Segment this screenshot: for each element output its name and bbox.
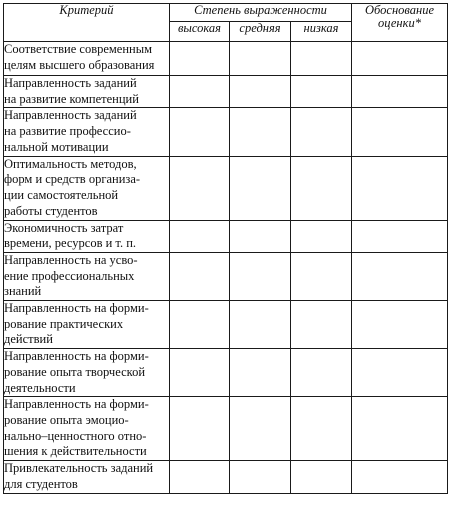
criterion-line: рование практических bbox=[4, 316, 124, 331]
degree-low-cell bbox=[291, 108, 352, 156]
degree-high-cell bbox=[170, 220, 230, 252]
criterion-line: рование опыта эмоцио- bbox=[4, 412, 129, 427]
table-row bbox=[4, 42, 448, 76]
degree-high-cell bbox=[170, 42, 230, 76]
justification-header-line: Обоснование bbox=[365, 3, 435, 17]
degree-medium-cell bbox=[230, 42, 291, 76]
degree-low-cell bbox=[291, 301, 352, 349]
criterion-line: Экономичность затрат bbox=[4, 220, 124, 235]
degree-medium-cell bbox=[230, 76, 291, 108]
criterion-line: деятельности bbox=[4, 380, 76, 395]
degree-high-cell bbox=[170, 461, 230, 494]
degree-low-header: низкая bbox=[291, 22, 352, 42]
degree-medium-cell bbox=[230, 397, 291, 461]
table-row bbox=[4, 461, 448, 494]
degree-high-cell bbox=[170, 301, 230, 349]
criterion-cell bbox=[4, 252, 170, 300]
table-row bbox=[4, 397, 448, 461]
header-row bbox=[4, 4, 448, 22]
criterion-line: работы студентов bbox=[4, 203, 98, 218]
criterion-line: на развитие компетенций bbox=[4, 91, 139, 106]
degree-medium-cell bbox=[230, 252, 291, 300]
degree-low-cell bbox=[291, 397, 352, 461]
degree-low-cell bbox=[291, 156, 352, 220]
criterion-header: Критерий bbox=[4, 4, 170, 42]
degree-medium-cell bbox=[230, 108, 291, 156]
criteria-table bbox=[3, 3, 448, 494]
degree-medium-cell bbox=[230, 301, 291, 349]
criterion-line: Соответствие современным bbox=[4, 42, 153, 56]
criterion-line: на развитие профессио- bbox=[4, 124, 131, 139]
criterion-line: Направленность заданий bbox=[4, 108, 137, 123]
degree-group-header: Степень выраженности bbox=[170, 4, 352, 22]
criterion-cell bbox=[4, 397, 170, 461]
degree-low-cell bbox=[291, 42, 352, 76]
criterion-line: для студентов bbox=[4, 476, 78, 491]
criterion-cell bbox=[4, 349, 170, 397]
criterion-line: форм и средств организа- bbox=[4, 172, 141, 187]
criterion-line: ции самостоятельной bbox=[4, 187, 119, 202]
degree-high-cell bbox=[170, 156, 230, 220]
criterion-cell bbox=[4, 301, 170, 349]
degree-low-cell bbox=[291, 76, 352, 108]
justification-cell bbox=[352, 156, 448, 220]
justification-cell bbox=[352, 397, 448, 461]
criterion-line: Направленность заданий bbox=[4, 76, 137, 90]
degree-high-cell bbox=[170, 252, 230, 300]
criterion-line: знаний bbox=[4, 284, 42, 299]
justification-cell bbox=[352, 42, 448, 76]
justification-cell bbox=[352, 349, 448, 397]
criterion-line: Направленность на форми- bbox=[4, 397, 149, 412]
criterion-line: Направленность на форми- bbox=[4, 349, 149, 364]
criterion-cell bbox=[4, 108, 170, 156]
justification-header bbox=[352, 4, 448, 42]
table-row bbox=[4, 301, 448, 349]
criterion-line: Оптимальность методов, bbox=[4, 156, 137, 171]
criterion-cell bbox=[4, 42, 170, 76]
degree-low-cell bbox=[291, 252, 352, 300]
degree-high-cell bbox=[170, 397, 230, 461]
table-row bbox=[4, 349, 448, 397]
justification-cell bbox=[352, 108, 448, 156]
table-row bbox=[4, 252, 448, 300]
degree-medium-header: средняя bbox=[230, 22, 291, 42]
criterion-line: шения к действительности bbox=[4, 444, 147, 459]
degree-medium-cell bbox=[230, 349, 291, 397]
criterion-cell bbox=[4, 156, 170, 220]
degree-low-cell bbox=[291, 461, 352, 494]
criterion-cell bbox=[4, 461, 170, 494]
degree-medium-cell bbox=[230, 156, 291, 220]
degree-high-cell bbox=[170, 349, 230, 397]
criterion-line: нально–ценностного отно- bbox=[4, 428, 147, 443]
criterion-line: Привлекательность заданий bbox=[4, 461, 154, 476]
criterion-line: нальной мотивации bbox=[4, 139, 109, 154]
degree-medium-cell bbox=[230, 461, 291, 494]
justification-cell bbox=[352, 76, 448, 108]
degree-low-cell bbox=[291, 349, 352, 397]
criterion-line: целям высшего образования bbox=[4, 57, 155, 72]
criterion-line: Направленность на усво- bbox=[4, 252, 138, 267]
degree-medium-cell bbox=[230, 220, 291, 252]
criterion-cell bbox=[4, 76, 170, 108]
criterion-line: времени, ресурсов и т. п. bbox=[4, 236, 137, 251]
justification-header-line: оценки* bbox=[378, 16, 421, 30]
criterion-line: действий bbox=[4, 332, 53, 347]
table-row bbox=[4, 220, 448, 252]
table-row bbox=[4, 108, 448, 156]
criterion-line: ение профессиональных bbox=[4, 268, 135, 283]
degree-high-cell bbox=[170, 76, 230, 108]
degree-low-cell bbox=[291, 220, 352, 252]
justification-cell bbox=[352, 220, 448, 252]
degree-high-header: высокая bbox=[170, 22, 230, 42]
criterion-line: Направленность на форми- bbox=[4, 301, 149, 316]
criterion-cell bbox=[4, 220, 170, 252]
criterion-line: рование опыта творческой bbox=[4, 364, 146, 379]
justification-cell bbox=[352, 461, 448, 494]
justification-cell bbox=[352, 301, 448, 349]
degree-high-cell bbox=[170, 108, 230, 156]
table-row bbox=[4, 156, 448, 220]
table-row bbox=[4, 76, 448, 108]
justification-cell bbox=[352, 252, 448, 300]
